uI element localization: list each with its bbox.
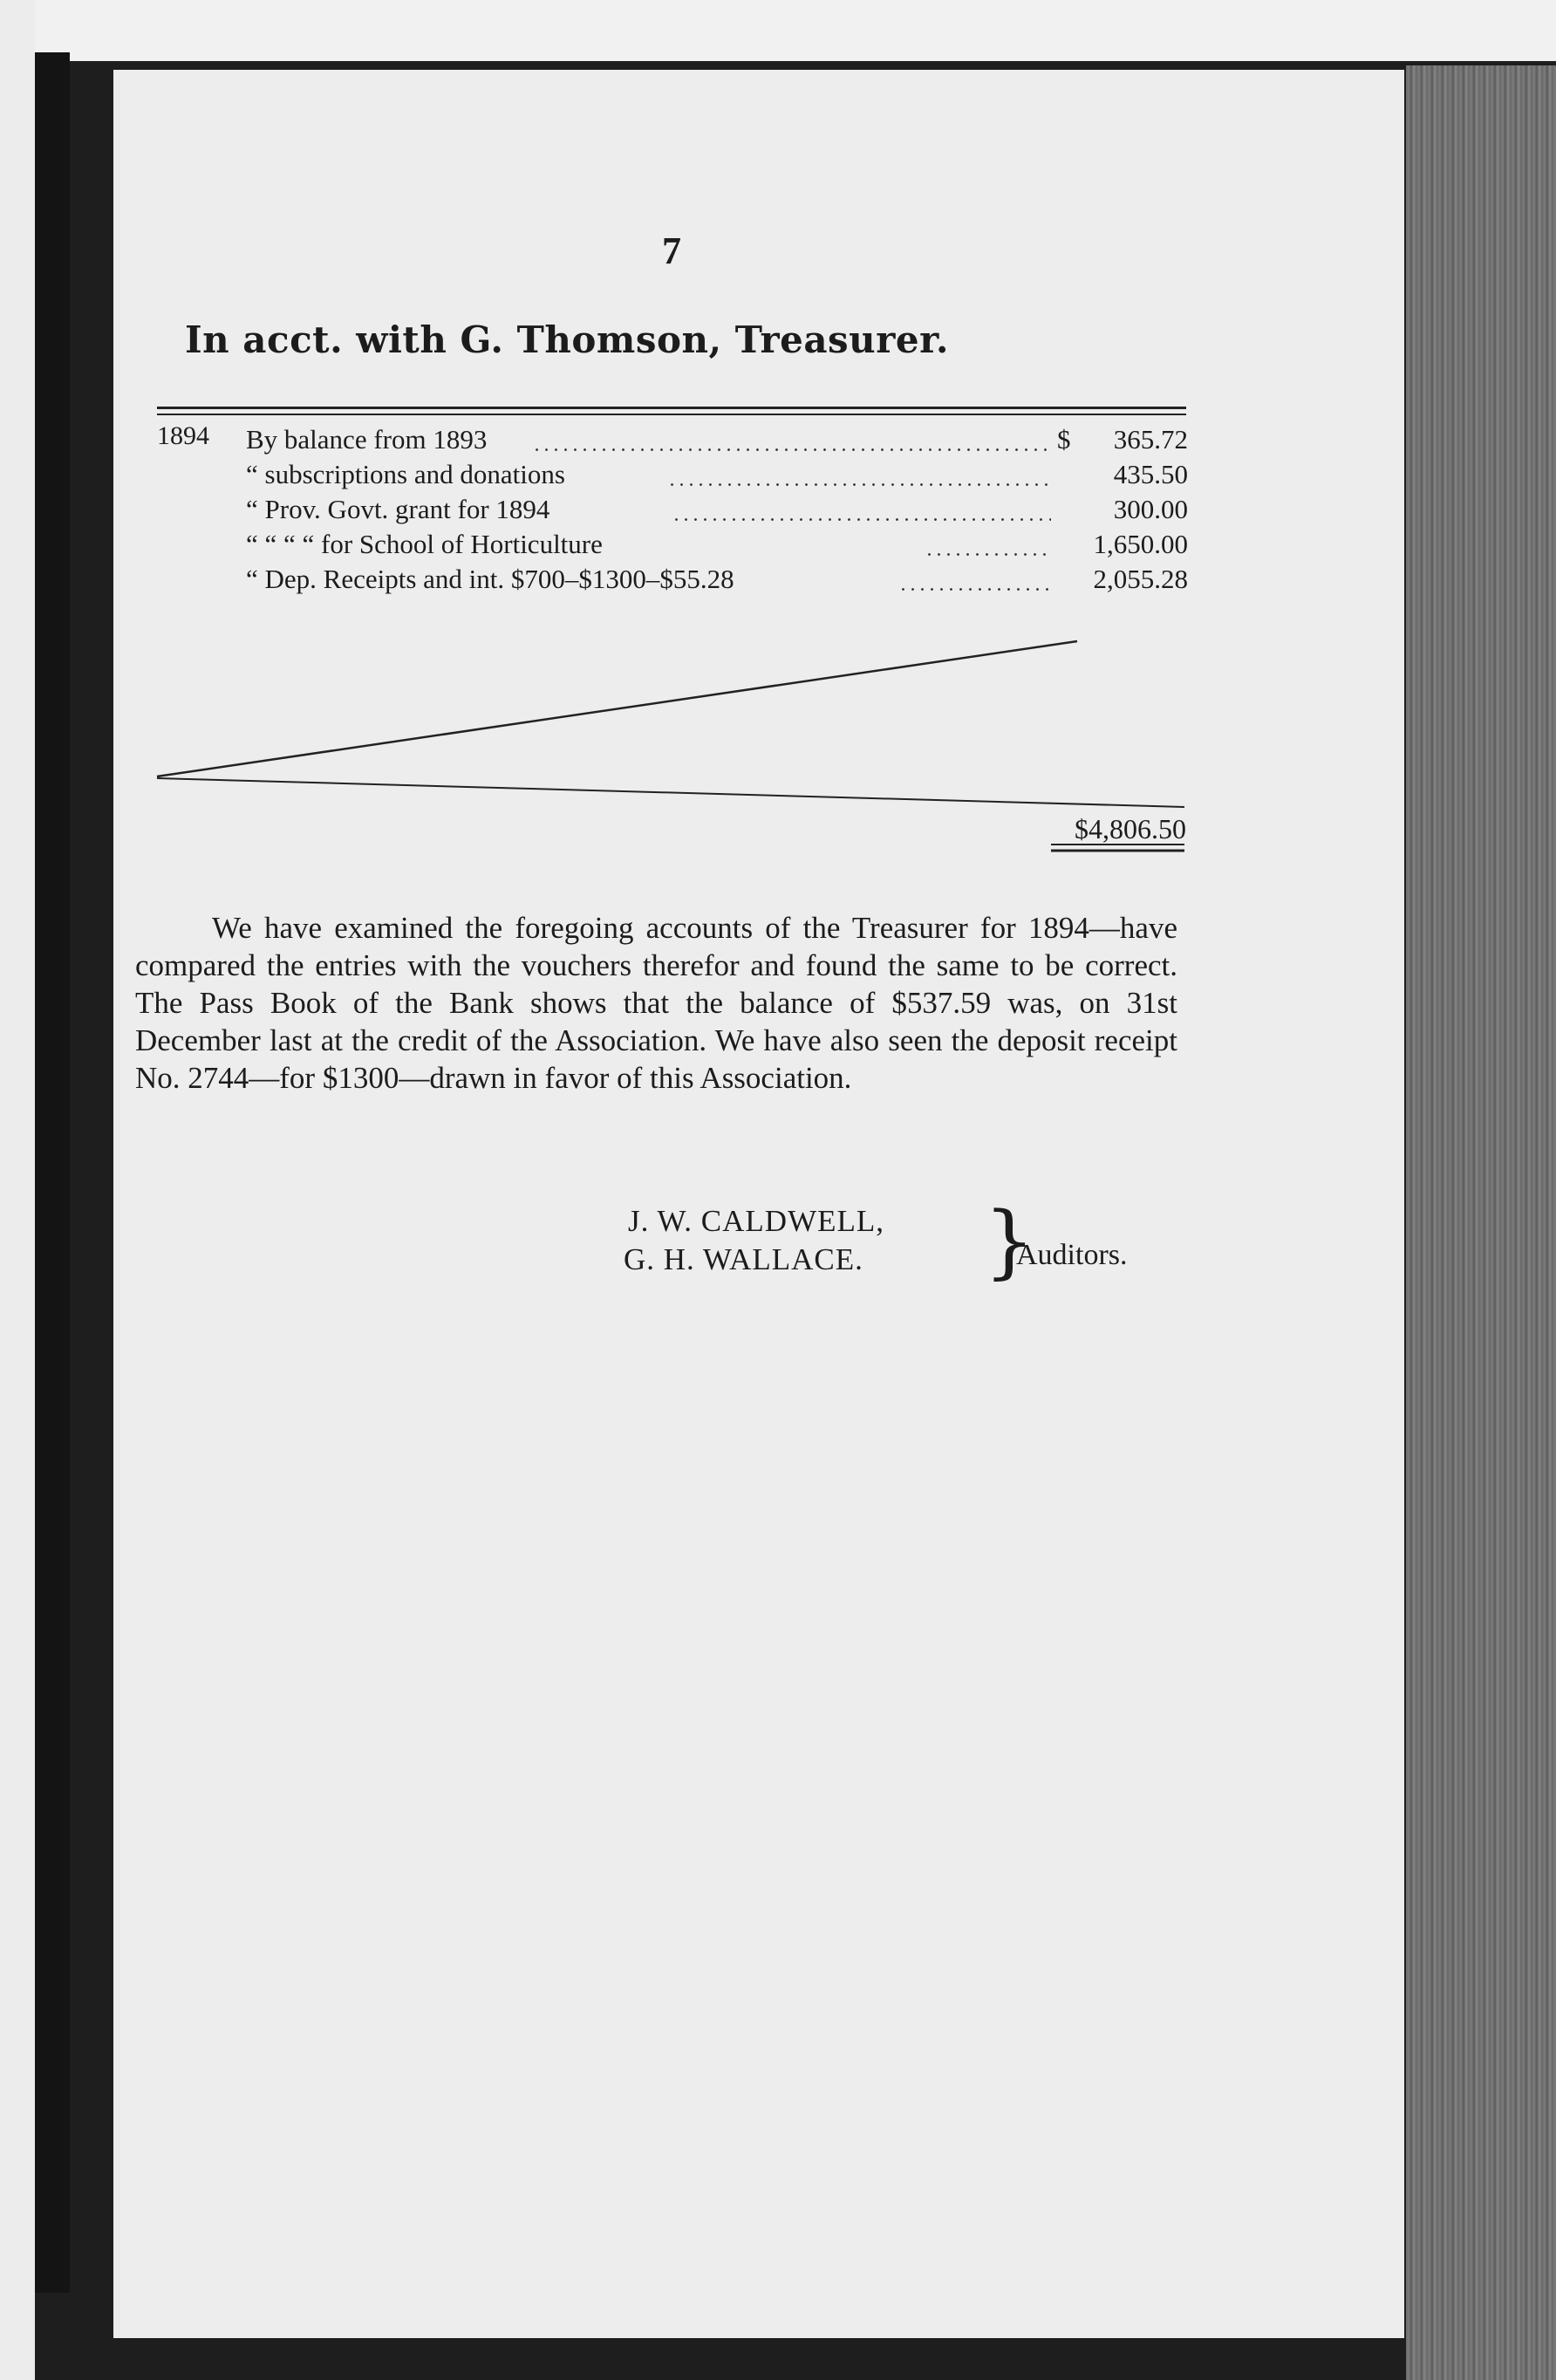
- auditor-role: Auditors.: [1016, 1239, 1128, 1271]
- ruled-off-blank-lines: [0, 0, 1556, 872]
- auditor-name: G. H. WALLACE.: [624, 1242, 863, 1276]
- brace-glyph: }: [984, 1194, 1035, 1288]
- auditor-name: J. W. CALDWELL,: [628, 1204, 885, 1238]
- account-row-description: By balance from 1893: [246, 424, 488, 455]
- currency-symbol: $: [1057, 424, 1071, 455]
- account-row-description: “ Prov. Govt. grant for 1894: [246, 494, 550, 524]
- account-row-amount: 435.50: [1113, 459, 1188, 489]
- account-row-amount: 300.00: [1113, 494, 1188, 524]
- account-heading: In acct. with G. Thomson, Treasurer.: [185, 318, 949, 361]
- account-row-amount: 365.72: [1113, 424, 1188, 455]
- account-row-amount: 2,055.28: [1093, 564, 1188, 594]
- account-row-amount: 1,650.00: [1093, 529, 1188, 559]
- account-total: $4,806.50: [1075, 813, 1186, 845]
- audit-statement: We have examined the foregoing accounts of the Treasurer for 1894—have compared the entries with the vouchers therefor and found the same to be correct. The Pass Book of the Bank shows that the balance of $537.59 was, on 31st December last at the credit of the Association. We have also seen the deposit receipt No. 2744—for $1300—drawn in favor of this Association.: [135, 911, 1177, 1095]
- account-row-description: “ subscriptions and donations: [246, 459, 565, 489]
- account-row-description: “ “ “ “ for School of Horticulture: [246, 529, 603, 559]
- page-number: 7: [662, 229, 681, 272]
- account-year: 1894: [157, 421, 209, 450]
- account-row-description: “ Dep. Receipts and int. $700–$1300–$55.28: [246, 564, 734, 594]
- auditor-signatures: [624, 1202, 885, 1279]
